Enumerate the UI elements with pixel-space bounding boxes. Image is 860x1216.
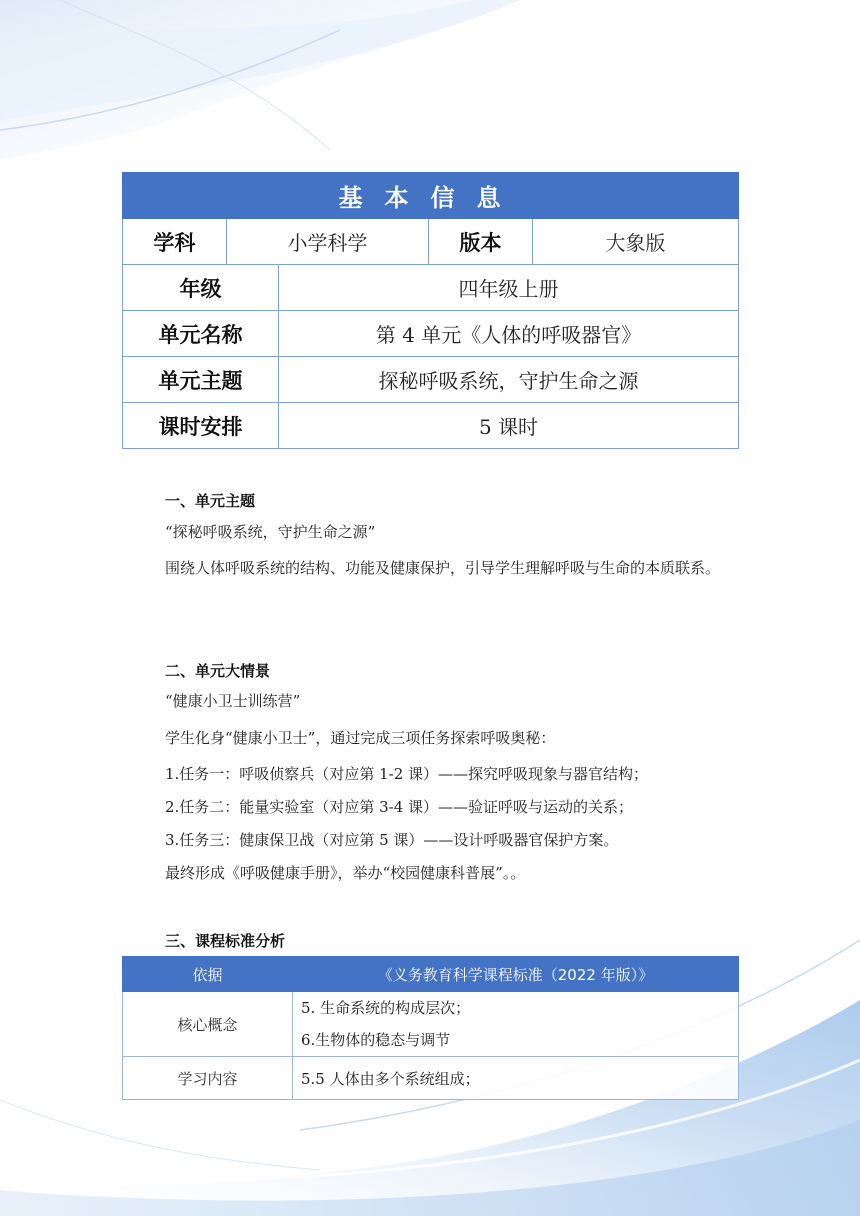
task-item-2: 2.任务二：能量实验室（对应第 3-4 课）——验证呼吸与运动的关系； xyxy=(165,798,634,816)
unit-name-value: 第 4 单元《人体的呼吸器官》 xyxy=(279,311,739,357)
row-label-core-concepts: 核心概念 xyxy=(123,992,293,1057)
section1-paragraph: 围绕人体呼吸系统的结构、功能及健康保护，引导学生理解呼吸与生命的本质联系。 xyxy=(165,559,721,577)
basic-info-table xyxy=(122,172,739,449)
task-item-3: 3.任务三：健康保卫战（对应第 5 课）——设计呼吸器官保护方案。 xyxy=(165,831,619,849)
section3-heading: 三、课程标准分析 xyxy=(165,932,286,950)
curriculum-standard-table xyxy=(122,956,739,1100)
col-header-standard: 《义务教育科学课程标准（2022 年版）》 xyxy=(293,957,739,992)
grade-value: 四年级上册 xyxy=(279,265,739,311)
row-label-learning-content: 学习内容 xyxy=(123,1057,293,1100)
core-concept-line-1: 5. 生命系统的构成层次； xyxy=(301,999,471,1017)
col-header-basis: 依据 xyxy=(123,957,293,992)
schedule-value: 5 课时 xyxy=(279,403,739,449)
edition-value: 大象版 xyxy=(533,219,739,265)
section2-closing: 最终形成《呼吸健康手册》，举办“校园健康科普展”。。 xyxy=(165,864,526,882)
section1-heading: 一、单元主题 xyxy=(165,492,256,510)
edition-label: 版本 xyxy=(429,219,533,265)
subject-label: 学科 xyxy=(123,219,227,265)
learning-content-line-1: 5.5 人体由多个系统组成； xyxy=(293,1057,739,1100)
section1-quote: “探秘呼吸系统，守护生命之源” xyxy=(165,523,376,541)
task-item-1: 1.任务一：呼吸侦察兵（对应第 1-2 课）——探究呼吸现象与器官结构； xyxy=(165,765,649,783)
section2-quote: “健康小卫士训练营” xyxy=(165,692,301,710)
table-row xyxy=(123,1057,739,1100)
table-row xyxy=(123,992,739,1057)
unit-theme-value: 探秘呼吸系统，守护生命之源 xyxy=(279,357,739,403)
grade-label: 年级 xyxy=(123,265,279,311)
schedule-label: 课时安排 xyxy=(123,403,279,449)
core-concept-line-2: 6.生物体的稳态与调节 xyxy=(301,1031,451,1049)
section2-intro: 学生化身“健康小卫士”，通过完成三项任务探索呼吸奥秘： xyxy=(165,729,556,747)
subject-value: 小学科学 xyxy=(227,219,429,265)
section2-heading: 二、单元大情景 xyxy=(165,662,271,680)
unit-name-label: 单元名称 xyxy=(123,311,279,357)
basic-info-title: 基本信息 xyxy=(123,173,739,219)
unit-theme-label: 单元主题 xyxy=(123,357,279,403)
